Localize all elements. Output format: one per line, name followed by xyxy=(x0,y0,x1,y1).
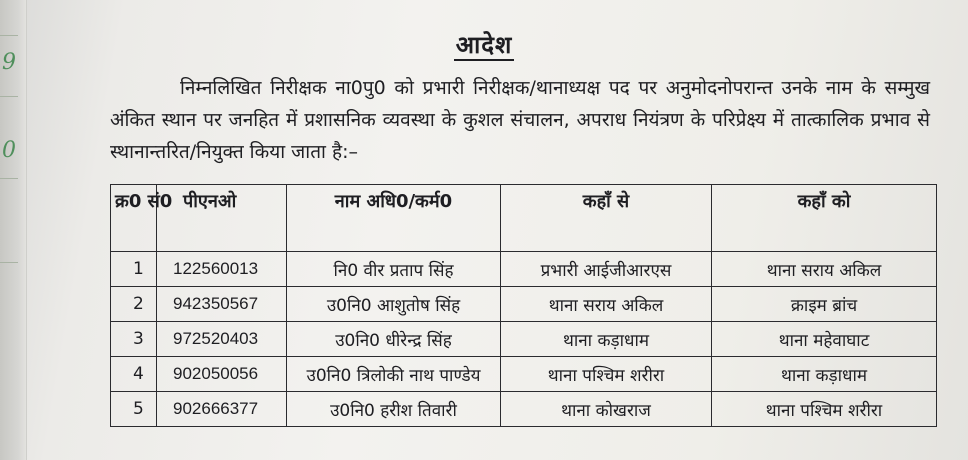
cell-to: थाना कड़ाधाम xyxy=(712,357,937,392)
cell-from: थाना कड़ाधाम xyxy=(501,322,712,357)
cell-from: थाना पश्चिम शरीरा xyxy=(501,357,712,392)
table-row xyxy=(111,322,937,357)
title-text: आदेश xyxy=(455,31,513,59)
document-title xyxy=(0,28,968,61)
cell-pno: 942350567 xyxy=(157,287,287,322)
cell-name: उ0नि0 आशुतोष सिंह xyxy=(287,287,501,322)
cell-serial: 3 xyxy=(111,322,157,357)
cell-pno: 122560013 xyxy=(157,252,287,287)
order-paragraph xyxy=(110,72,930,168)
header-serial: क्र0 सं0 xyxy=(111,185,157,252)
cell-from: थाना कोखराज xyxy=(501,392,712,427)
cell-to: थाना सराय अकिल xyxy=(712,252,937,287)
header-pno: पीएनओ xyxy=(157,185,287,252)
cell-serial: 2 xyxy=(111,287,157,322)
cell-to: थाना पश्चिम शरीरा xyxy=(712,392,937,427)
ruled-line xyxy=(0,96,18,97)
paragraph-text: निम्नलिखित निरीक्षक ना0पु0 को प्रभारी निरीक्षक/थानाध्यक्ष पद पर अनुमोदनोपरान्त उनके नाम के सम्मुख अंकित स्थान पर जनहित में प्रशासनिक व्यवस्था के कुशल संचालन, अपराध नियंत्रण के परिप्रेक्ष्य में तात्कालिक प्रभाव से स्थानान्तरित/नियुक्त किया जाता है:– xyxy=(110,77,930,163)
cell-serial: 1 xyxy=(111,252,157,287)
ruled-line xyxy=(0,178,18,179)
margin-mark: 9 xyxy=(2,50,16,75)
header-from: कहाँ से xyxy=(501,185,712,252)
table-row xyxy=(111,287,937,322)
cell-name: नि0 वीर प्रताप सिंह xyxy=(287,252,501,287)
cell-name: उ0नि0 धीरेन्द्र सिंह xyxy=(287,322,501,357)
cell-pno: 902050056 xyxy=(157,357,287,392)
cell-name: उ0नि0 त्रिलोकी नाथ पाण्डेय xyxy=(287,357,501,392)
cell-name: उ0नि0 हरीश तिवारी xyxy=(287,392,501,427)
cell-from: थाना सराय अकिल xyxy=(501,287,712,322)
table-row xyxy=(111,252,937,287)
margin-mark: 0 xyxy=(2,138,16,163)
ruled-line xyxy=(0,262,18,263)
table-row xyxy=(111,357,937,392)
cell-pno: 902666377 xyxy=(157,392,287,427)
cell-to: थाना महेवाघाट xyxy=(712,322,937,357)
cell-to: क्राइम ब्रांच xyxy=(712,287,937,322)
header-to: कहाँ को xyxy=(712,185,937,252)
table-header-row xyxy=(111,185,937,252)
cell-from: प्रभारी आईजीआरएस xyxy=(501,252,712,287)
cell-serial: 4 xyxy=(111,357,157,392)
transfer-table xyxy=(110,184,937,427)
cell-pno: 972520403 xyxy=(157,322,287,357)
header-name: नाम अधि0/कर्म0 xyxy=(287,185,501,252)
table-row xyxy=(111,392,937,427)
cell-serial: 5 xyxy=(111,392,157,427)
